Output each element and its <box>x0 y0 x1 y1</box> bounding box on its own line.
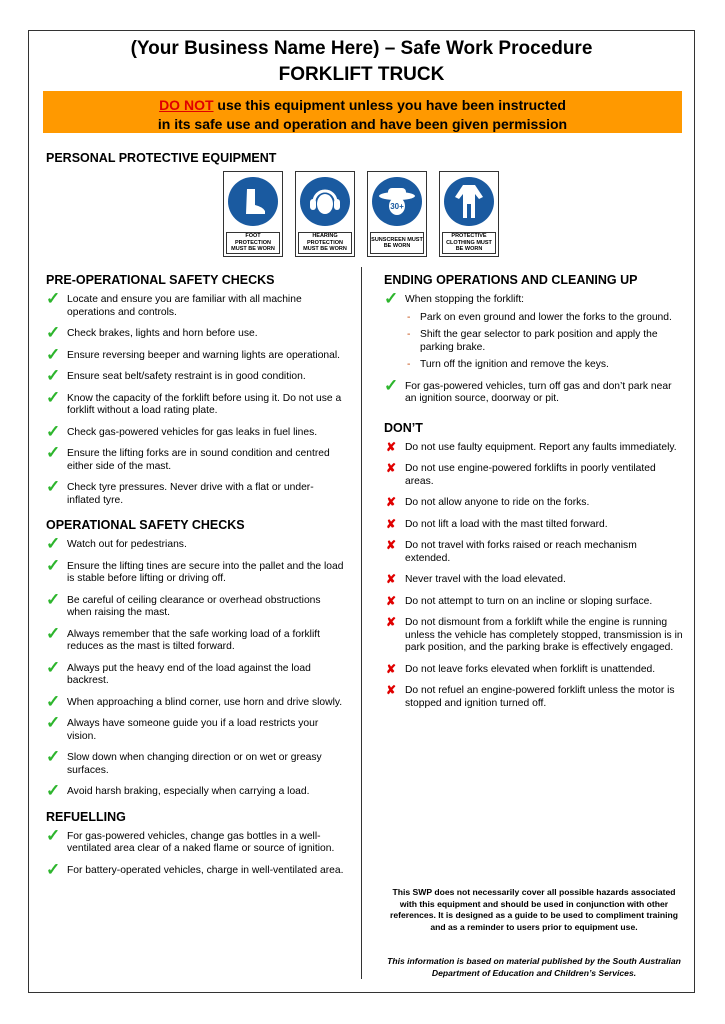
dash-icon: - <box>407 359 411 370</box>
item-text: Always remember that the safe working load of a forklift reduces as the mast is tilted forward. <box>67 628 320 652</box>
refuel-list <box>46 825 346 879</box>
item-text: Check brakes, lights and horn before use. <box>67 328 258 339</box>
check-icon: ✓ <box>46 825 61 845</box>
ppe-card-clothing <box>439 171 499 257</box>
ppe-heading: PERSONAL PROTECTIVE EQUIPMENT <box>46 151 277 165</box>
ppe-card-hearing <box>295 171 355 257</box>
list-item <box>384 540 684 565</box>
sub-list-item <box>405 312 684 325</box>
ppe-label-hearing: HEARING PROTECTION MUST BE WORN <box>298 232 352 254</box>
item-text: For gas-powered vehicles, turn off gas and don’t park near an ignition source, doorway or pit. <box>405 380 672 404</box>
op-heading: OPERATIONAL SAFETY CHECKS <box>46 518 245 532</box>
list-item <box>46 366 346 385</box>
dash-icon: - <box>407 329 411 340</box>
list-item <box>46 781 346 800</box>
list-item <box>46 477 346 507</box>
check-icon: ✓ <box>46 366 61 385</box>
list-item <box>384 439 684 455</box>
cross-icon: ✘ <box>386 572 397 586</box>
item-text: Do not leave forks elevated when forklift is unattended. <box>405 663 656 675</box>
cross-icon: ✘ <box>386 495 397 509</box>
item-text: Ensure the lifting tines are secure into the pallet and the load is stable before lifting or driving off. <box>67 560 344 584</box>
check-icon: ✓ <box>384 289 399 308</box>
check-icon: ✓ <box>46 443 61 462</box>
item-text: Ensure seat belt/safety restraint is in good condition. <box>67 371 306 382</box>
cross-icon: ✘ <box>386 661 397 676</box>
item-text: Check tyre pressures. Never drive with a flat or under-inflated tyre. <box>67 482 314 506</box>
item-text: For gas-powered vehicles, change gas bottles in a well-ventilated area clear of a naked flame or source of ignition. <box>67 830 335 854</box>
sun-hat-icon <box>372 177 422 226</box>
item-text: When stopping the forklift: <box>405 294 525 305</box>
dont-heading: DON’T <box>384 420 423 435</box>
list-item <box>46 344 346 364</box>
list-item <box>46 443 346 473</box>
item-text: Always have someone guide you if a load restricts your vision. <box>67 718 319 742</box>
ear-muffs-icon <box>300 177 350 226</box>
right-column <box>384 272 684 720</box>
list-item <box>384 617 684 655</box>
cross-icon: ✘ <box>386 538 397 552</box>
sub-list-item <box>405 329 684 354</box>
ending-section <box>384 272 684 406</box>
list-item <box>46 589 346 620</box>
check-icon: ✓ <box>46 859 61 879</box>
item-text: Avoid harsh braking, especially when carrying a load. <box>67 786 310 797</box>
item-text: Ensure reversing beeper and warning lights are operational. <box>67 349 341 361</box>
coveralls-icon <box>444 177 494 226</box>
cross-icon: ✘ <box>386 516 397 531</box>
check-icon: ✓ <box>46 589 61 609</box>
refuel-heading: REFUELLING <box>46 809 126 824</box>
item-text: Shift the gear selector to park position and apply the parking brake. <box>420 329 658 353</box>
list-item <box>384 593 684 609</box>
item-text: For battery-operated vehicles, charge in well-ventilated area. <box>67 864 344 876</box>
page-title <box>28 36 695 88</box>
item-text: Do not use faulty equipment. Report any faults immediately. <box>405 441 677 453</box>
list-item <box>384 497 684 510</box>
item-text: Do not use engine-powered forklifts in poorly ventilated areas. <box>405 463 656 487</box>
check-icon: ✓ <box>46 747 61 766</box>
boot-icon <box>228 177 278 226</box>
banner-line-1-rest: use this equipment unless you have been instructed <box>213 97 566 113</box>
list-item <box>46 421 346 441</box>
check-icon: ✓ <box>46 623 61 643</box>
list-item <box>46 623 346 654</box>
check-icon: ✓ <box>46 344 61 364</box>
check-icon: ✓ <box>46 691 61 711</box>
check-icon: ✓ <box>384 375 399 395</box>
cross-icon: ✘ <box>386 593 397 608</box>
item-text: Locate and ensure you are familiar with all machine operations and controls. <box>67 294 302 318</box>
item-text: Do not travel with forks raised or reach mechanism extended. <box>405 540 637 564</box>
list-item <box>384 516 684 532</box>
list-item <box>46 691 346 711</box>
check-icon: ✓ <box>46 657 61 677</box>
refuel-section <box>46 809 346 878</box>
item-text: Check gas-powered vehicles for gas leaks in fuel lines. <box>67 426 318 438</box>
ending-list <box>384 289 684 406</box>
item-text: Ensure the lifting forks are in sound condition and centred either side of the mast. <box>67 448 330 472</box>
check-icon: ✓ <box>46 421 61 441</box>
ending-sub-list <box>405 312 684 372</box>
item-text: Never travel with the load elevated. <box>405 574 566 585</box>
item-text: Know the capacity of the forklift before using it. Do not use a forklift without a load rating plate. <box>67 392 342 416</box>
banner-line-2: in its safe use and operation and have been given permission <box>157 116 568 132</box>
ppe-label-foot: FOOT PROTECTION MUST BE WORN <box>226 232 280 254</box>
check-icon: ✓ <box>46 387 61 407</box>
ppe-card-foot <box>223 171 283 257</box>
source-credit: This information is based on material published by the South Australian Department of Education and Children’s Services. <box>387 956 681 978</box>
check-icon: ✓ <box>46 781 61 800</box>
list-item <box>46 859 346 879</box>
item-text: Slow down when changing direction or on wet or greasy surfaces. <box>67 752 322 776</box>
list-item <box>46 747 346 777</box>
op-section <box>46 517 346 799</box>
banner-warn-text: DO NOT <box>159 97 214 113</box>
dont-list <box>384 439 684 711</box>
sunscreen-badge: 30+ <box>390 201 404 211</box>
cross-icon: ✘ <box>386 439 397 454</box>
ppe-label-clothing: PROTECTIVE CLOTHING MUST BE WORN <box>442 232 496 254</box>
check-icon: ✓ <box>46 713 61 732</box>
disclaimer-note: This SWP does not necessarily cover all possible hazards associated with this equipment and should be used in conjunction with other references. It is designed as a guide to be used to compliment training and as a reminder to users prior to equipment use. <box>390 887 678 932</box>
list-item <box>384 289 684 372</box>
dont-section <box>384 420 684 711</box>
dash-icon: - <box>407 311 411 323</box>
list-item <box>46 387 346 418</box>
list-item <box>46 534 346 553</box>
list-item <box>46 323 346 342</box>
check-icon: ✓ <box>46 555 61 575</box>
item-text: When approaching a blind corner, use horn and drive slowly. <box>67 696 343 708</box>
check-icon: ✓ <box>46 289 61 308</box>
pre-op-section <box>46 272 346 507</box>
warning-banner <box>43 91 682 133</box>
pre-op-list <box>46 289 346 507</box>
list-item <box>46 657 346 688</box>
cross-icon: ✘ <box>386 461 397 475</box>
item-text: Always put the heavy end of the load against the load backrest. <box>67 662 311 686</box>
check-icon: ✓ <box>46 323 61 342</box>
list-item <box>384 375 684 406</box>
item-text: Be careful of ceiling clearance or overhead obstructions when raising the mast. <box>67 594 321 618</box>
item-text: Do not attempt to turn on an incline or sloping surface. <box>405 595 653 607</box>
item-text: Do not refuel an engine-powered forklift unless the motor is stopped and ignition turned off. <box>405 685 675 709</box>
item-text: Park on even ground and lower the forks to the ground. <box>420 311 672 323</box>
item-text: Turn off the ignition and remove the keys. <box>420 359 609 370</box>
sub-list-item <box>405 359 684 372</box>
cross-icon: ✘ <box>386 615 397 629</box>
ppe-icon-row <box>223 171 499 257</box>
list-item <box>46 555 346 586</box>
ending-heading: ENDING OPERATIONS AND CLEANING UP <box>384 273 638 287</box>
list-item <box>384 463 684 488</box>
list-item <box>46 289 346 319</box>
ppe-label-sunscreen: SUNSCREEN MUST BE WORN <box>370 232 424 254</box>
item-text: Watch out for pedestrians. <box>67 539 187 550</box>
pre-op-heading: PRE-OPERATIONAL SAFETY CHECKS <box>46 273 275 287</box>
op-list <box>46 534 346 800</box>
list-item <box>46 825 346 856</box>
item-text: Do not lift a load with the mast tilted forward. <box>405 518 608 530</box>
banner-line-1 <box>43 96 682 115</box>
item-text: Do not allow anyone to ride on the forks. <box>405 497 590 508</box>
check-icon: ✓ <box>46 477 61 496</box>
ppe-card-sunscreen <box>367 171 427 257</box>
list-item <box>384 574 684 587</box>
list-item <box>384 685 684 710</box>
left-column <box>46 272 346 887</box>
list-item <box>46 713 346 743</box>
list-item <box>384 661 684 677</box>
check-icon: ✓ <box>46 534 61 553</box>
title-line-1: (Your Business Name Here) – Safe Work Procedure <box>130 38 593 59</box>
item-text: Do not dismount from a forklift while the engine is running unless the vehicle has completely stopped, transmission is in park position, and the parking brake is effectively engaged. <box>405 617 683 653</box>
cross-icon: ✘ <box>386 683 397 697</box>
title-line-2: FORKLIFT TRUCK <box>278 64 445 85</box>
column-divider <box>361 267 362 979</box>
